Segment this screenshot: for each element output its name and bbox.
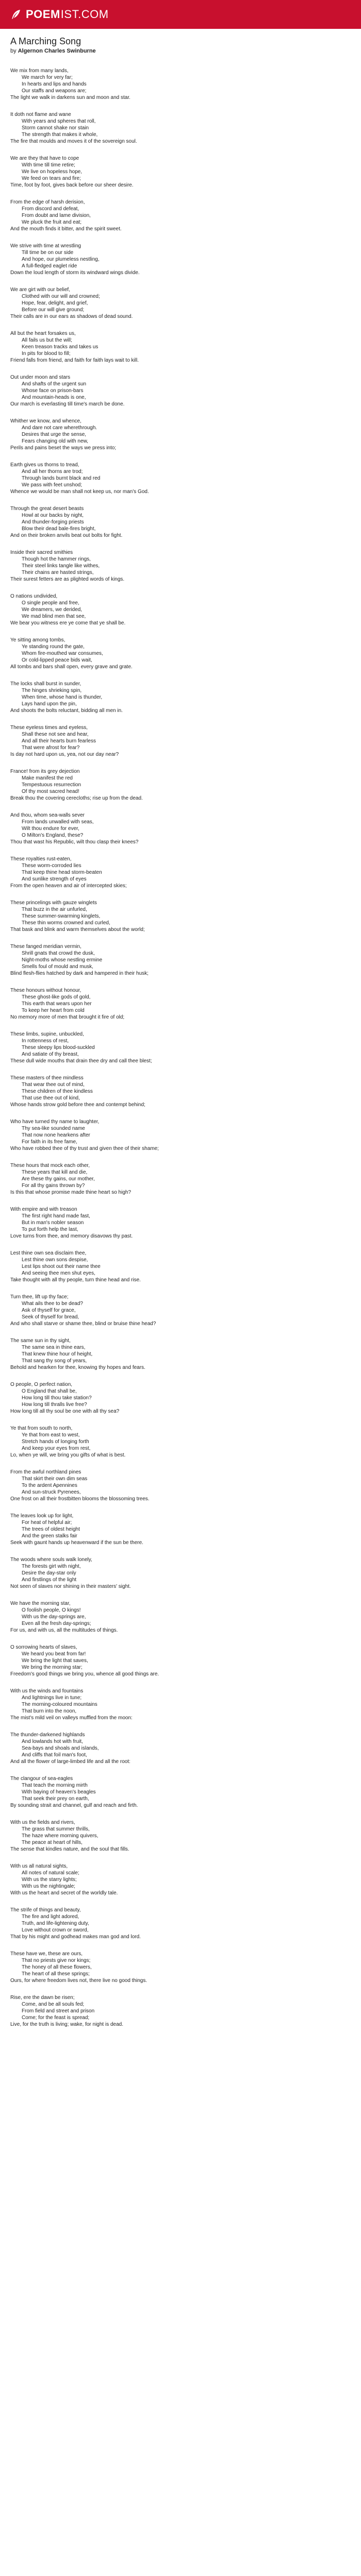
stanza — [10, 330, 351, 364]
poem-line: Whom fire-mouthed war consumes, — [22, 651, 103, 656]
stanza — [10, 1294, 351, 1327]
poem-title: A Marching Song — [10, 36, 81, 46]
poem-line: Our staffs and weapons are; — [22, 88, 87, 94]
poem-line: From the edge of harsh derision, — [10, 199, 85, 205]
stanza — [10, 199, 351, 232]
stanza — [10, 987, 351, 1021]
stanza — [10, 1688, 351, 1721]
poem-line: For us, and with us, all the multitudes of things. — [10, 1628, 118, 1633]
poem-line: O foolish people, O kings! — [22, 1607, 81, 1613]
poem-line: And who shall starve or shame thee, blind or bruise thine head? — [10, 1321, 156, 1327]
poem-line: The strength that makes it whole, — [22, 132, 98, 138]
poem-line: Live, for the truth is living; wake, for night is dead. — [10, 2022, 123, 2027]
poem-line: One frost on all their frostbitten blooms the blossoming trees. — [10, 1496, 150, 1502]
poem-line: We mix from many lands, — [10, 68, 69, 74]
stanza — [10, 768, 351, 802]
poem-content — [0, 29, 361, 2028]
poem-line: The same sea in thine ears, — [22, 1345, 86, 1350]
poem-line: We bear you witness ere ye come that ye shall be. — [10, 620, 126, 626]
poem-line: O Milton's England, these? — [22, 833, 84, 838]
poem-line: Lest lips shoot out their name thee — [22, 1264, 101, 1269]
poem-line: Or cold-lipped peace bids wait, — [22, 657, 92, 663]
poem-line: These princelings with gauze winglets — [10, 900, 97, 906]
poem-line: Not seen of slaves nor shining in their masters' sight. — [10, 1584, 131, 1589]
poem-line: The grass that summer thrills, — [22, 1826, 90, 1832]
poem-line: Lays hand upon the pin, — [22, 701, 77, 707]
poem-line: Sea-bays and shoals and islands, — [22, 1745, 99, 1751]
poem-line: The strife of things and beauty, — [10, 1907, 81, 1913]
poem-line: Their calls are in our ears as shadows of dead sound. — [10, 314, 133, 319]
poem-line: These royalties rust-eaten, — [10, 856, 72, 862]
poem-line: Blow their dead bale-fires bright, — [22, 526, 96, 532]
poem-line: O sorrowing hearts of slaves, — [10, 1645, 77, 1650]
poem-line: And the mouth finds it bitter, and the spirit sweet. — [10, 226, 122, 232]
poem-line: To keep her heart from cold — [22, 1008, 85, 1013]
poem-line: The heart of all these springs; — [22, 1971, 90, 1977]
poem-line: To the ardent Apennines — [22, 1483, 77, 1488]
byline-prefix: by — [10, 48, 17, 54]
poem-line: Behold and hearken for thee, knowing thy hopes and fears. — [10, 1365, 145, 1370]
poem-line: The mist's mild veil on valleys muffled from the moon: — [10, 1715, 133, 1721]
stanza — [10, 374, 351, 408]
poem-line: Ask of thyself for grace, — [22, 1308, 76, 1313]
poem-line: Even all the fresh day-springs; — [22, 1621, 91, 1626]
poem-line: Lest thine own sons despise, — [22, 1257, 88, 1263]
poem-line: We march for very far; — [22, 75, 73, 80]
poem-line: We feed on tears and fire; — [22, 176, 81, 181]
poem-line: Ye sitting among tombs, — [10, 637, 65, 643]
poem-line: How long till all thy soul be one with all thy sea? — [10, 1409, 120, 1414]
poem-line: Love turns from thee, and memory disavows thy past. — [10, 1233, 133, 1239]
poem-line: Love without crown or sword, — [22, 1927, 89, 1933]
poem-line: And sunlike strength of eyes — [22, 876, 87, 882]
poem-line: From doubt and lame division, — [22, 213, 91, 218]
poem-line: Till time be on our side — [22, 250, 74, 256]
poem-line: Desires that urge the sense, — [22, 432, 87, 437]
stanza — [10, 637, 351, 670]
poem-line: The leaves look up for light, — [10, 1513, 74, 1519]
site-logo[interactable] — [10, 8, 109, 21]
poem-line: The first right hand made fast, — [22, 1213, 90, 1219]
stanza — [10, 1469, 351, 1502]
poem-line: These masters of thee mindless — [10, 1075, 84, 1081]
stanza — [10, 1162, 351, 1196]
stanza — [10, 1819, 351, 1853]
poem-line: The clangour of sea-eagles — [10, 1776, 73, 1782]
poem-line: Turn thee, lift up thy face; — [10, 1294, 69, 1300]
poem-line: Fears changing old with new, — [22, 438, 88, 444]
stanza — [10, 1775, 351, 1809]
poem-line: The sense that kindles nature, and the soul that fills. — [10, 1846, 129, 1852]
poem-line: With us the day-springs are, — [22, 1614, 86, 1620]
stanza — [10, 1732, 351, 1765]
poem-line: Wilt thou endure for ever, — [22, 826, 79, 832]
poem-line: And seeing thee men shut eyes, — [22, 1270, 95, 1276]
poem-line: These summer-swarming kinglets, — [22, 913, 101, 919]
author-link[interactable]: Algernon Charles Swinburne — [18, 48, 96, 54]
stanza — [10, 1951, 351, 1984]
poem-line: In pits for blood to fill; — [22, 351, 71, 357]
stanza — [10, 67, 351, 101]
poem-line: And firstlings of the light — [22, 1577, 77, 1583]
poem-line: From the awful northland pines — [10, 1469, 81, 1475]
poem-line: Ye that from east to west, — [22, 1432, 80, 1438]
poem-line: Storm cannot shake nor stain — [22, 125, 89, 131]
stanza — [10, 1994, 351, 2028]
poem-line: For all thy gains thrown by? — [22, 1183, 85, 1189]
poem-line: That sang thy song of years, — [22, 1358, 87, 1364]
poem-line: All fails us but the will; — [22, 337, 72, 343]
poem-line: O England that shall be, — [22, 1388, 77, 1394]
poem-line: Inside their sacred smithies — [10, 550, 73, 555]
poem-line: In rottenness of rest, — [22, 1038, 69, 1044]
poem-line: Thy sea-like sounded name — [22, 1126, 85, 1131]
stanza — [10, 943, 351, 977]
poem-line: This earth that wears upon her — [22, 1001, 92, 1007]
poem-line: In hearts and lips and hands — [22, 81, 87, 87]
poem-line: All but the heart forsakes us, — [10, 331, 76, 336]
poem-line: That buzz in the air unfurled, — [22, 907, 87, 912]
stanza — [10, 1863, 351, 1896]
poem-line: O nations undivided, — [10, 594, 58, 599]
poem-line: Desire the day-star only — [22, 1570, 76, 1576]
poem-line: The thunder-darkened highlands — [10, 1732, 85, 1738]
poem-line: These children of thee kindless — [22, 1089, 93, 1094]
site-header — [0, 0, 361, 29]
poem-line: That now none hearkens after — [22, 1132, 90, 1138]
poem-line: That were afrost for fear? — [22, 745, 80, 751]
poem-line: Through lands burnt black and red — [22, 476, 101, 481]
poem-line: Through the great desert beasts — [10, 506, 84, 512]
poem-line: Whence we would be man shall not keep us, nor man's God. — [10, 489, 149, 495]
poem-line: All notes of natural scale; — [22, 1870, 79, 1876]
poem-line: How long till thralls live free? — [22, 1402, 87, 1408]
poem-line: Friend falls from friend, and faith for faith lays wait to kill. — [10, 358, 139, 363]
poem-line: Shall these not see and hear, — [22, 732, 89, 737]
quill-icon — [10, 9, 22, 20]
poem-line: The morning-coloured mountains — [22, 1702, 97, 1707]
poem-line: Hope, fear, delight, and grief, — [22, 300, 88, 306]
poem-line: And all the flower of large-limbed life and all the root: — [10, 1759, 130, 1765]
stanza — [10, 1425, 351, 1459]
poem-line: Earth gives us thorns to tread, — [10, 462, 79, 468]
poem-line: That keep thine head storm-beaten — [22, 870, 102, 875]
poem-line: What ails thee to be dead? — [22, 1301, 83, 1307]
poem-line: The forests girt with night, — [22, 1564, 81, 1569]
stanza — [10, 1907, 351, 1940]
stanza — [10, 155, 351, 189]
poem-line: Who have robbed thee of thy trust and given thee of their shame; — [10, 1146, 159, 1151]
poem-line: That burn into the noon, — [22, 1708, 77, 1714]
poem-line: That seek their prey on earth, — [22, 1796, 89, 1802]
poem-line: With us the winds and fountains — [10, 1688, 84, 1694]
stanza — [10, 286, 351, 320]
poem-line: We dreamers, we derided, — [22, 607, 83, 613]
poem-line: These fanged meridian vermin, — [10, 944, 81, 950]
poem-line: That no priests give nor kings; — [22, 1958, 91, 1963]
stanza — [10, 549, 351, 583]
poem-line: O people, O perfect nation, — [10, 1382, 73, 1387]
stanza — [10, 681, 351, 714]
poem-line: From discord and defeat, — [22, 206, 79, 212]
poem-line: These eyeless times and eyeless, — [10, 725, 88, 731]
stanza — [10, 1206, 351, 1240]
poem-line: We pass with feet unshod; — [22, 482, 83, 488]
stanza — [10, 1118, 351, 1152]
poem-line: And thunder-forging priests — [22, 519, 84, 525]
poem-line: That wear thee out of mind, — [22, 1082, 85, 1088]
stanza — [10, 900, 351, 933]
poem-line: Ye that from south to north, — [10, 1426, 73, 1431]
poem-line: Time, foot by foot, gives back before our sheer desire. — [10, 182, 134, 188]
stanza — [10, 111, 351, 145]
poem-line: Truth, and life-lightening duty, — [22, 1921, 89, 1926]
stanza — [10, 812, 351, 845]
poem-line: And satiate of thy breast, — [22, 1052, 79, 1057]
stanza — [10, 1031, 351, 1064]
poem-line: We bring the morning star; — [22, 1665, 83, 1670]
poem-line: That teach the morning mirth — [22, 1783, 88, 1788]
poem-line: Howl at our backs by night, — [22, 513, 84, 518]
poem-line: Lo, when ye will, we bring you gifts of what is best. — [10, 1452, 126, 1458]
poem-line: The trees of oldest height — [22, 1527, 80, 1532]
stanza — [10, 593, 351, 626]
poem-line: With time till time retire; — [22, 162, 75, 168]
poem-line: Seek of thyself for bread, — [22, 1314, 79, 1320]
poem-line: From field and street and prison — [22, 2008, 95, 2014]
poem-line: These ghost-like gods of gold, — [22, 994, 91, 1000]
poem-line: We mad blind men that see, — [22, 614, 86, 619]
poem-line: And on their broken anvils beat out bolts for fight. — [10, 533, 123, 538]
poem-line: The hinges shrieking spin, — [22, 688, 82, 693]
poem-line: Down the loud length of storm its windward wings divide. — [10, 270, 140, 276]
poem-line: Shrill gnats that crowd the dusk, — [22, 951, 95, 956]
poem-line: Ours, for where freedom lives not, there live no good things. — [10, 1978, 147, 1984]
poem-line: No memory more of men that brought it fire of old; — [10, 1014, 125, 1020]
poem-line: And all their hearts burn fearless — [22, 738, 96, 744]
poem-line: By sounding strait and channel, gulf and reach and firth. — [10, 1803, 138, 1808]
stanza — [10, 1075, 351, 1108]
stanza — [10, 724, 351, 758]
poem-line: But in man's nobler season — [22, 1220, 84, 1226]
poem-line: Break thou the covering cerecloths; rise up from the dead. — [10, 795, 143, 801]
poem-line: Are these thy gains, our mother, — [22, 1176, 95, 1182]
poem-line: To put forth help the last, — [22, 1227, 78, 1232]
poem-line: How long till thou take station? — [22, 1395, 92, 1401]
poem-line: Is this that whose promise made thine heart so high? — [10, 1190, 132, 1195]
stanza — [10, 418, 351, 451]
poem-line: When time, whose hand is thunder, — [22, 694, 103, 700]
poem-line: The fire and light adored, — [22, 1914, 79, 1920]
poem-line: O single people and free, — [22, 600, 79, 606]
poem-line: And lowlands hot with fruit, — [22, 1739, 83, 1744]
poem-line: The light we walk in darkens sun and moon and star. — [10, 95, 130, 100]
poem-line: Out under moon and stars — [10, 375, 71, 380]
poem-line: These limbs, supine, unbuckled, — [10, 1031, 84, 1037]
poem-line: These hours that mock each other, — [10, 1163, 90, 1168]
poem-line: With us the fields and rivers, — [10, 1820, 75, 1825]
poem-line: Whose hands strow gold before thee and contempt behind; — [10, 1102, 145, 1108]
poem-line: These honours without honour, — [10, 988, 81, 993]
poem-line: France! from its grey dejection — [10, 769, 80, 774]
stanza — [10, 505, 351, 539]
poem-line: Thou that wast his Republic, wilt thou clasp their knees? — [10, 839, 139, 845]
poem-line: Clothed with our will and crowned; — [22, 294, 100, 299]
poem-line: With empire and with treason — [10, 1207, 77, 1212]
poem-line: These have we, these are ours, — [10, 1951, 83, 1957]
poem-line: And lightnings live in tune; — [22, 1695, 82, 1701]
poem-line: We are they that have to cope — [10, 156, 79, 161]
poem-line: From lands unwalled with seas, — [22, 819, 94, 825]
poem-line: With us the heart and secret of the worldly tale. — [10, 1890, 118, 1896]
poem-line: Seek with gaunt hands up heavenward if the sun be there. — [10, 1540, 143, 1546]
poem-line: And hope, our plumeless nestling, — [22, 257, 100, 262]
site-name: POEM — [26, 8, 60, 21]
poem-line: The woods where souls walk lonely, — [10, 1557, 92, 1563]
poem-line: That bask and blink and warm themselves about the world; — [10, 927, 145, 933]
poem-line: Their chains are hasted strings, — [22, 570, 94, 575]
poem-line: We have the morning star, — [10, 1601, 71, 1606]
poem-line: And mountain-heads is one, — [22, 395, 86, 400]
poem-line: The fire that moulds and moves it of the sovereign soul. — [10, 139, 137, 144]
poem-line: A full-fledged eaglet ride — [22, 263, 77, 269]
poem-line: Whose face on prison-bars — [22, 388, 84, 394]
poem-line: Stretch hands of longing forth — [22, 1439, 89, 1445]
poem-line: For heat of helpful air; — [22, 1520, 72, 1526]
poem-line: Make manifest the red — [22, 775, 73, 781]
poem-line: That skirt their own dim seas — [22, 1476, 88, 1482]
poem-line: And sun-struck Pyrenees, — [22, 1489, 81, 1495]
stanza — [10, 462, 351, 495]
stanza — [10, 1381, 351, 1415]
stanza — [10, 1556, 351, 1590]
poem-line: The honey of all these flowers, — [22, 1964, 92, 1970]
poem-line: And cliffs that foil man's foot, — [22, 1752, 87, 1758]
poem-line: Come; for the feast is spread; — [22, 2015, 90, 2021]
poem-line: Whither we know, and whence, — [10, 418, 81, 424]
poem-line: We pluck the fruit and eat; — [22, 219, 81, 225]
stanza — [10, 1250, 351, 1283]
stanza — [10, 1644, 351, 1677]
poem-line: And shoots the bolts reluctant, bidding all men in. — [10, 708, 123, 714]
stanza — [10, 856, 351, 889]
poem-line: Lest thine own sea disclaim thee, — [10, 1250, 87, 1256]
poem-line: These worm-corroded lies — [22, 863, 81, 869]
poem-line: Come, and be all souls fed; — [22, 2002, 85, 2007]
poem-line: Blind flesh-flies hatched by dark and hampered in their husk; — [10, 971, 149, 976]
poem-line: These thin worms crowned and curled, — [22, 920, 110, 926]
poem-line: And dare not care wherethrough. — [22, 425, 97, 431]
poem-line: Of thy most sacred head! — [22, 789, 79, 794]
poem-line: Take thought with all thy people, turn thine head and rise. — [10, 1277, 141, 1283]
poem-line: We bring the light that saves, — [22, 1658, 88, 1664]
poem-line: With us all natural sights, — [10, 1863, 68, 1869]
poem-line: From the open heaven and air of intercepted skies; — [10, 883, 127, 889]
poem-line: Though hot the hammer rings, — [22, 556, 91, 562]
poem-line: Their surest fetters are as plighted words of kings. — [10, 577, 125, 582]
poem-line: With years and spheres that roll, — [22, 118, 96, 124]
poem-line: That knew thine hour of height, — [22, 1351, 93, 1357]
poem-line: That use thee out of kind, — [22, 1095, 80, 1101]
poem-line: The peace at heart of hills, — [22, 1840, 83, 1845]
poem-line: These years that kill and die, — [22, 1170, 88, 1175]
poem-line: These sleepy lips blood-suckled — [22, 1045, 95, 1050]
poem-line: We live on hopeless hope, — [22, 169, 83, 175]
poem-line: Their steel links tangle like withes, — [22, 563, 100, 569]
poem-line: The haze where morning quivers, — [22, 1833, 99, 1839]
poem-line: And keep your eyes from rest, — [22, 1446, 91, 1451]
poem-line: Who have turned thy name to laughter, — [10, 1119, 100, 1125]
poem-line: For faith in its free fame, — [22, 1139, 77, 1145]
poem-line: The locks shall burst in sunder, — [10, 681, 81, 687]
poem-line: Keen treason tracks and takes us — [22, 344, 99, 350]
poem-line: All tombs and bars shall open, every grave and grate. — [10, 664, 133, 670]
poem-line: And thou, whom sea-walls sever — [10, 812, 85, 818]
poem-body — [10, 67, 351, 2028]
poem-line: With us the starry lights; — [22, 1877, 77, 1883]
poem-line: Our march is everlasting till time's march be done. — [10, 401, 125, 407]
poem-line: With baying of heaven's beagles — [22, 1789, 96, 1795]
poem-line: We heard you beat from far! — [22, 1651, 86, 1657]
stanza — [10, 243, 351, 276]
poem-line: Freedom's good things we bring you, whence all good things are. — [10, 1671, 159, 1677]
poem-line: Perils and pains beset the ways we press into; — [10, 445, 117, 451]
poem-byline — [10, 48, 351, 54]
poem-line: And all her thorns are trod; — [22, 469, 83, 474]
stanza — [10, 1513, 351, 1546]
poem-line: With us the nightingale; — [22, 1884, 75, 1889]
poem-line: It doth not flame and wane — [10, 112, 71, 117]
poem-line: And the green stalks fair — [22, 1533, 77, 1539]
stanza — [10, 1337, 351, 1371]
poem-line: We strive with time at wrestling — [10, 243, 81, 249]
stanza — [10, 1600, 351, 1634]
poem-line: The same sun in thy sight, — [10, 1338, 71, 1344]
poem-line: Is day not hard upon us, yea, not our day near? — [10, 752, 119, 757]
poem-line: Rise, ere the dawn be risen; — [10, 1995, 75, 2001]
site-suffix: IST.COM — [60, 8, 109, 21]
poem-line: Tempestuous resurrection — [22, 782, 81, 788]
poem-line: That by his might and godhead makes man god and lord. — [10, 1934, 141, 1940]
poem-line: Ye standing round the gate, — [22, 644, 85, 650]
poem-line: And shafts of the urgent sun — [22, 381, 87, 387]
poem-line: These dull wide mouths that drain thee dry and call thee blest; — [10, 1058, 152, 1064]
poem-line: We are girt with our belief, — [10, 287, 70, 293]
poem-line: Night-moths whose nestling ermine — [22, 957, 103, 963]
poem-line: Smells foul of mould and musk, — [22, 964, 93, 970]
poem-line: Before our will give ground; — [22, 307, 85, 313]
